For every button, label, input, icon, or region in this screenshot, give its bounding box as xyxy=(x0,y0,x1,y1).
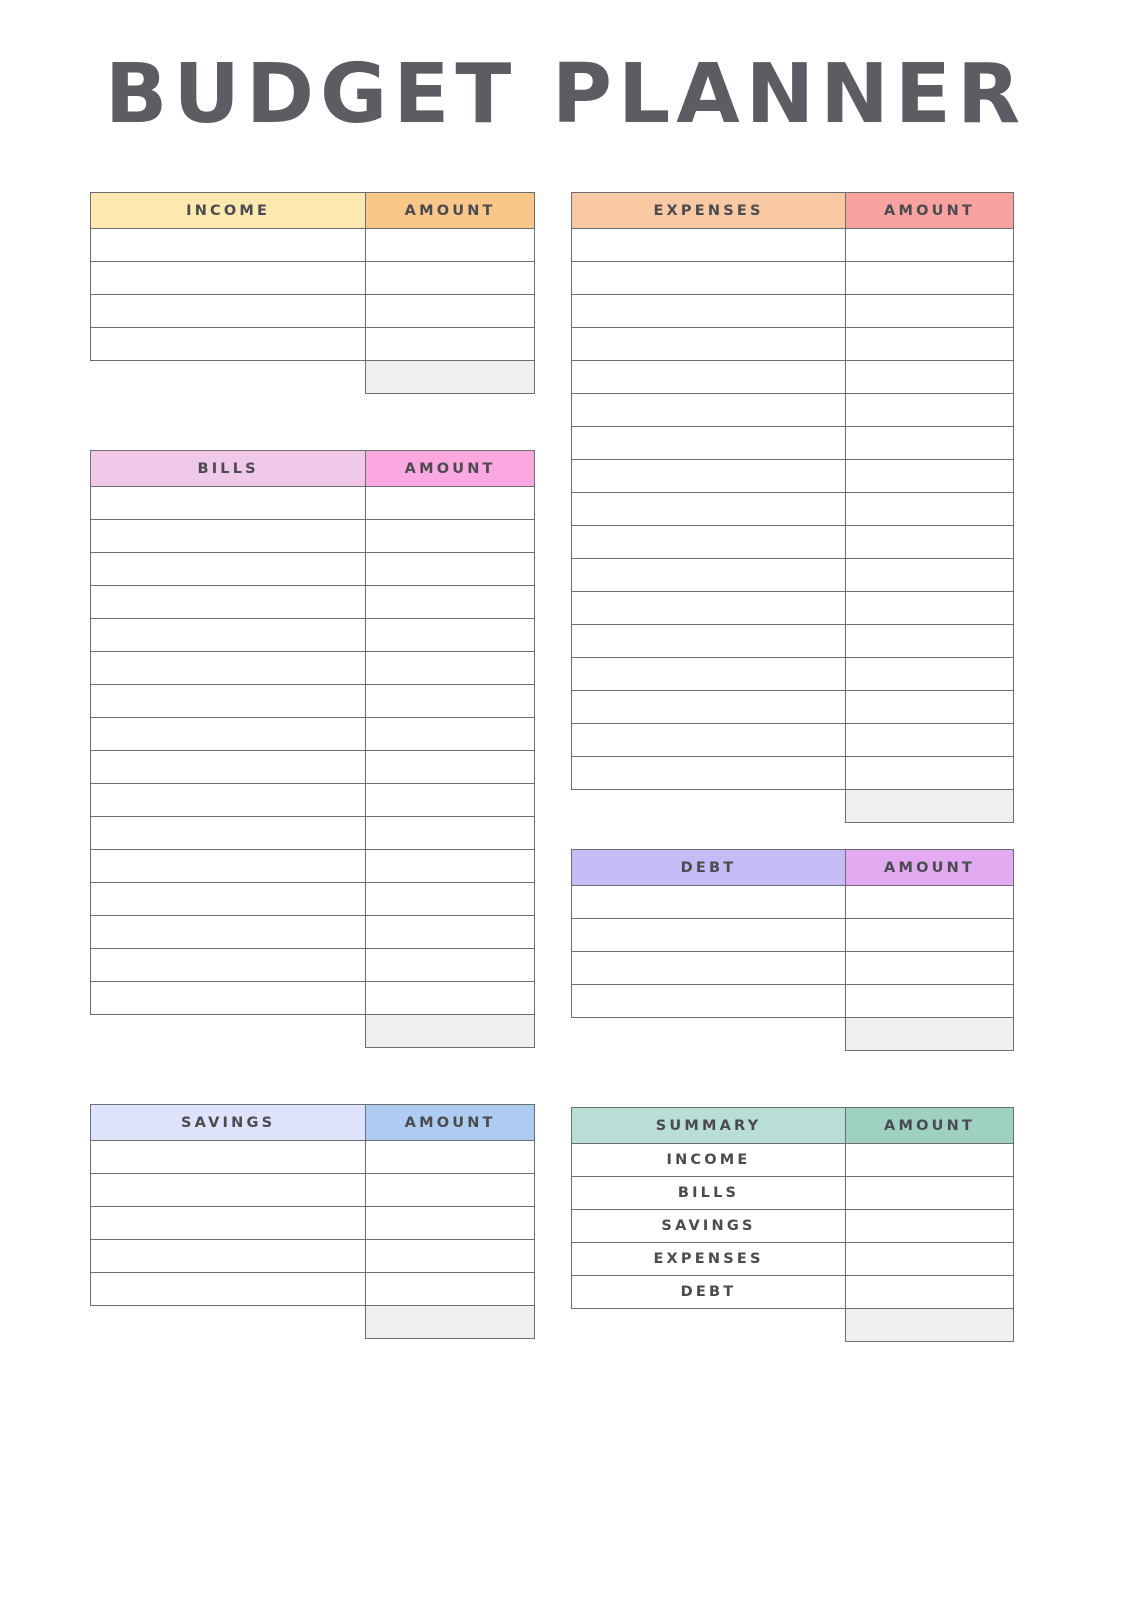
bills-total-row[interactable] xyxy=(91,1015,535,1048)
table-row[interactable] xyxy=(91,229,535,262)
summary-label-expenses: EXPENSES xyxy=(572,1243,846,1276)
savings-name-cell[interactable] xyxy=(91,1240,366,1273)
bills-name-cell[interactable] xyxy=(91,487,366,520)
expenses-amount-cell[interactable] xyxy=(846,394,1014,427)
summary-amount-expenses[interactable] xyxy=(846,1243,1014,1276)
savings-header-name: SAVINGS xyxy=(91,1105,366,1141)
bills-amount-cell[interactable] xyxy=(366,751,535,784)
income-name-cell[interactable] xyxy=(91,328,366,361)
bills-table xyxy=(90,450,535,1048)
expenses-amount-cell[interactable] xyxy=(846,691,1014,724)
expenses-amount-cell[interactable] xyxy=(846,592,1014,625)
summary-header-row xyxy=(572,1108,1014,1144)
debt-total-spacer xyxy=(572,1018,846,1051)
bills-amount-cell[interactable] xyxy=(366,553,535,586)
savings-total-spacer xyxy=(91,1306,366,1339)
income-amount-cell[interactable] xyxy=(366,295,535,328)
expenses-amount-cell[interactable] xyxy=(846,295,1014,328)
bills-amount-cell[interactable] xyxy=(366,817,535,850)
table-row[interactable] xyxy=(572,757,1014,790)
bills-name-cell[interactable] xyxy=(91,982,366,1015)
expenses-name-cell[interactable] xyxy=(572,493,846,526)
table-row[interactable] xyxy=(572,361,1014,394)
expenses-amount-cell[interactable] xyxy=(846,262,1014,295)
bills-amount-cell[interactable] xyxy=(366,619,535,652)
table-row[interactable] xyxy=(91,553,535,586)
table-row[interactable] xyxy=(91,520,535,553)
expenses-name-cell[interactable] xyxy=(572,724,846,757)
spacer xyxy=(571,1051,1014,1107)
bills-amount-cell[interactable] xyxy=(366,883,535,916)
bills-amount-cell[interactable] xyxy=(366,784,535,817)
expenses-total-cell[interactable] xyxy=(846,790,1014,823)
expenses-name-cell[interactable] xyxy=(572,394,846,427)
expenses-amount-cell[interactable] xyxy=(846,493,1014,526)
debt-table xyxy=(571,849,1014,1051)
expenses-name-cell[interactable] xyxy=(572,460,846,493)
bills-name-cell[interactable] xyxy=(91,850,366,883)
bills-amount-cell[interactable] xyxy=(366,487,535,520)
debt-header-row xyxy=(572,850,1014,886)
table-row[interactable] xyxy=(91,883,535,916)
debt-name-cell[interactable] xyxy=(572,985,846,1018)
expenses-name-cell[interactable] xyxy=(572,526,846,559)
table-row[interactable] xyxy=(91,718,535,751)
expenses-header-amount: AMOUNT xyxy=(846,193,1014,229)
summary-amount-debt[interactable] xyxy=(846,1276,1014,1309)
savings-amount-cell[interactable] xyxy=(366,1240,535,1273)
table-row[interactable] xyxy=(572,427,1014,460)
debt-body xyxy=(572,886,1014,1051)
savings-amount-cell[interactable] xyxy=(366,1207,535,1240)
expenses-name-cell[interactable] xyxy=(572,658,846,691)
table-row[interactable] xyxy=(572,526,1014,559)
summary-label-income: INCOME xyxy=(572,1144,846,1177)
income-name-cell[interactable] xyxy=(91,262,366,295)
bills-name-cell[interactable] xyxy=(91,751,366,784)
bills-amount-cell[interactable] xyxy=(366,949,535,982)
bills-name-cell[interactable] xyxy=(91,619,366,652)
table-row[interactable] xyxy=(572,919,1014,952)
bills-total-cell[interactable] xyxy=(366,1015,535,1048)
bills-amount-cell[interactable] xyxy=(366,982,535,1015)
table-row[interactable] xyxy=(572,394,1014,427)
right-column xyxy=(571,192,1014,1342)
savings-total-cell[interactable] xyxy=(366,1306,535,1339)
income-header-name: INCOME xyxy=(91,193,366,229)
spacer xyxy=(90,394,535,450)
table-row[interactable] xyxy=(572,1177,1014,1210)
bills-name-cell[interactable] xyxy=(91,586,366,619)
bills-amount-cell[interactable] xyxy=(366,520,535,553)
expenses-name-cell[interactable] xyxy=(572,691,846,724)
summary-header-amount: AMOUNT xyxy=(846,1108,1014,1144)
debt-amount-cell[interactable] xyxy=(846,886,1014,919)
summary-total-spacer xyxy=(572,1309,846,1342)
expenses-amount-cell[interactable] xyxy=(846,427,1014,460)
table-row[interactable] xyxy=(572,1210,1014,1243)
income-header-row xyxy=(91,193,535,229)
bills-name-cell[interactable] xyxy=(91,817,366,850)
expenses-amount-cell[interactable] xyxy=(846,559,1014,592)
debt-total-row[interactable] xyxy=(572,1018,1014,1051)
expenses-amount-cell[interactable] xyxy=(846,229,1014,262)
income-name-cell[interactable] xyxy=(91,295,366,328)
table-row[interactable] xyxy=(572,625,1014,658)
summary-amount-income[interactable] xyxy=(846,1144,1014,1177)
summary-total-row[interactable] xyxy=(572,1309,1014,1342)
table-row[interactable] xyxy=(91,916,535,949)
table-row[interactable] xyxy=(91,1240,535,1273)
page-title: BUDGET PLANNER xyxy=(104,47,1027,142)
expenses-name-cell[interactable] xyxy=(572,328,846,361)
table-row[interactable] xyxy=(572,1144,1014,1177)
table-row[interactable] xyxy=(572,985,1014,1018)
summary-amount-savings[interactable] xyxy=(846,1210,1014,1243)
bills-name-cell[interactable] xyxy=(91,685,366,718)
left-column xyxy=(90,192,535,1339)
savings-name-cell[interactable] xyxy=(91,1207,366,1240)
expenses-amount-cell[interactable] xyxy=(846,625,1014,658)
savings-name-cell[interactable] xyxy=(91,1273,366,1306)
table-row[interactable] xyxy=(91,982,535,1015)
table-row[interactable] xyxy=(572,658,1014,691)
income-amount-cell[interactable] xyxy=(366,229,535,262)
bills-name-cell[interactable] xyxy=(91,784,366,817)
debt-header-amount: AMOUNT xyxy=(846,850,1014,886)
table-row[interactable] xyxy=(572,886,1014,919)
expenses-amount-cell[interactable] xyxy=(846,328,1014,361)
table-row[interactable] xyxy=(572,460,1014,493)
expenses-name-cell[interactable] xyxy=(572,757,846,790)
savings-header-row xyxy=(91,1105,535,1141)
savings-table xyxy=(90,1104,535,1339)
debt-amount-cell[interactable] xyxy=(846,919,1014,952)
bills-amount-cell[interactable] xyxy=(366,718,535,751)
spacer xyxy=(571,823,1014,849)
table-row[interactable] xyxy=(91,619,535,652)
table-row[interactable] xyxy=(91,784,535,817)
table-row[interactable] xyxy=(91,751,535,784)
expenses-amount-cell[interactable] xyxy=(846,724,1014,757)
expenses-table xyxy=(571,192,1014,823)
summary-header-name: SUMMARY xyxy=(572,1108,846,1144)
table-row[interactable] xyxy=(572,691,1014,724)
bills-name-cell[interactable] xyxy=(91,883,366,916)
income-total-row[interactable] xyxy=(91,361,535,394)
savings-amount-cell[interactable] xyxy=(366,1174,535,1207)
bills-name-cell[interactable] xyxy=(91,949,366,982)
bills-header-name: BILLS xyxy=(91,451,366,487)
expenses-name-cell[interactable] xyxy=(572,361,846,394)
table-row[interactable] xyxy=(91,1273,535,1306)
table-row[interactable] xyxy=(572,592,1014,625)
expenses-total-row[interactable] xyxy=(572,790,1014,823)
savings-amount-cell[interactable] xyxy=(366,1273,535,1306)
debt-amount-cell[interactable] xyxy=(846,952,1014,985)
debt-name-cell[interactable] xyxy=(572,919,846,952)
table-row[interactable] xyxy=(572,328,1014,361)
expenses-name-cell[interactable] xyxy=(572,427,846,460)
table-row[interactable] xyxy=(91,817,535,850)
summary-label-bills: BILLS xyxy=(572,1177,846,1210)
table-row[interactable] xyxy=(91,1141,535,1174)
expenses-name-cell[interactable] xyxy=(572,559,846,592)
debt-name-cell[interactable] xyxy=(572,886,846,919)
bills-amount-cell[interactable] xyxy=(366,916,535,949)
summary-label-savings: SAVINGS xyxy=(572,1210,846,1243)
bills-header-amount: AMOUNT xyxy=(366,451,535,487)
table-row[interactable] xyxy=(91,586,535,619)
expenses-amount-cell[interactable] xyxy=(846,757,1014,790)
table-row[interactable] xyxy=(91,949,535,982)
bills-name-cell[interactable] xyxy=(91,916,366,949)
table-row[interactable] xyxy=(572,952,1014,985)
income-amount-cell[interactable] xyxy=(366,262,535,295)
savings-name-cell[interactable] xyxy=(91,1174,366,1207)
table-row[interactable] xyxy=(572,229,1014,262)
table-row[interactable] xyxy=(91,295,535,328)
expenses-header-name: EXPENSES xyxy=(572,193,846,229)
summary-amount-bills[interactable] xyxy=(846,1177,1014,1210)
table-row[interactable] xyxy=(91,1174,535,1207)
income-body xyxy=(91,229,535,394)
bills-amount-cell[interactable] xyxy=(366,586,535,619)
table-row[interactable] xyxy=(572,493,1014,526)
expenses-body xyxy=(572,229,1014,823)
expenses-name-cell[interactable] xyxy=(572,625,846,658)
expenses-amount-cell[interactable] xyxy=(846,526,1014,559)
table-row[interactable] xyxy=(91,262,535,295)
bills-name-cell[interactable] xyxy=(91,553,366,586)
debt-total-cell[interactable] xyxy=(846,1018,1014,1051)
summary-total-cell[interactable] xyxy=(846,1309,1014,1342)
bills-amount-cell[interactable] xyxy=(366,850,535,883)
expenses-amount-cell[interactable] xyxy=(846,361,1014,394)
table-row[interactable] xyxy=(572,295,1014,328)
table-row[interactable] xyxy=(572,262,1014,295)
debt-amount-cell[interactable] xyxy=(846,985,1014,1018)
table-row[interactable] xyxy=(572,1276,1014,1309)
income-total-cell[interactable] xyxy=(366,361,535,394)
bills-body xyxy=(91,487,535,1048)
table-row[interactable] xyxy=(572,724,1014,757)
bills-amount-cell[interactable] xyxy=(366,685,535,718)
savings-name-cell[interactable] xyxy=(91,1141,366,1174)
table-row[interactable] xyxy=(572,559,1014,592)
bills-name-cell[interactable] xyxy=(91,718,366,751)
bills-name-cell[interactable] xyxy=(91,652,366,685)
table-row[interactable] xyxy=(572,1243,1014,1276)
bills-amount-cell[interactable] xyxy=(366,652,535,685)
table-row[interactable] xyxy=(91,850,535,883)
savings-body xyxy=(91,1141,535,1339)
expenses-name-cell[interactable] xyxy=(572,295,846,328)
expenses-name-cell[interactable] xyxy=(572,262,846,295)
income-table xyxy=(90,192,535,394)
table-row[interactable] xyxy=(91,652,535,685)
summary-table xyxy=(571,1107,1014,1342)
income-header-amount: AMOUNT xyxy=(366,193,535,229)
table-row[interactable] xyxy=(91,685,535,718)
expenses-amount-cell[interactable] xyxy=(846,658,1014,691)
savings-amount-cell[interactable] xyxy=(366,1141,535,1174)
expenses-total-spacer xyxy=(572,790,846,823)
expenses-name-cell[interactable] xyxy=(572,592,846,625)
bills-total-spacer xyxy=(91,1015,366,1048)
debt-name-cell[interactable] xyxy=(572,952,846,985)
expenses-name-cell[interactable] xyxy=(572,229,846,262)
expenses-amount-cell[interactable] xyxy=(846,460,1014,493)
income-total-spacer xyxy=(91,361,366,394)
table-row[interactable] xyxy=(91,328,535,361)
table-row[interactable] xyxy=(91,487,535,520)
spacer xyxy=(90,1048,535,1104)
debt-header-name: DEBT xyxy=(572,850,846,886)
bills-header-row xyxy=(91,451,535,487)
expenses-header-row xyxy=(572,193,1014,229)
bills-name-cell[interactable] xyxy=(91,520,366,553)
income-name-cell[interactable] xyxy=(91,229,366,262)
summary-label-debt: DEBT xyxy=(572,1276,846,1309)
table-row[interactable] xyxy=(91,1207,535,1240)
summary-body xyxy=(572,1144,1014,1342)
savings-header-amount: AMOUNT xyxy=(366,1105,535,1141)
income-amount-cell[interactable] xyxy=(366,328,535,361)
savings-total-row[interactable] xyxy=(91,1306,535,1339)
